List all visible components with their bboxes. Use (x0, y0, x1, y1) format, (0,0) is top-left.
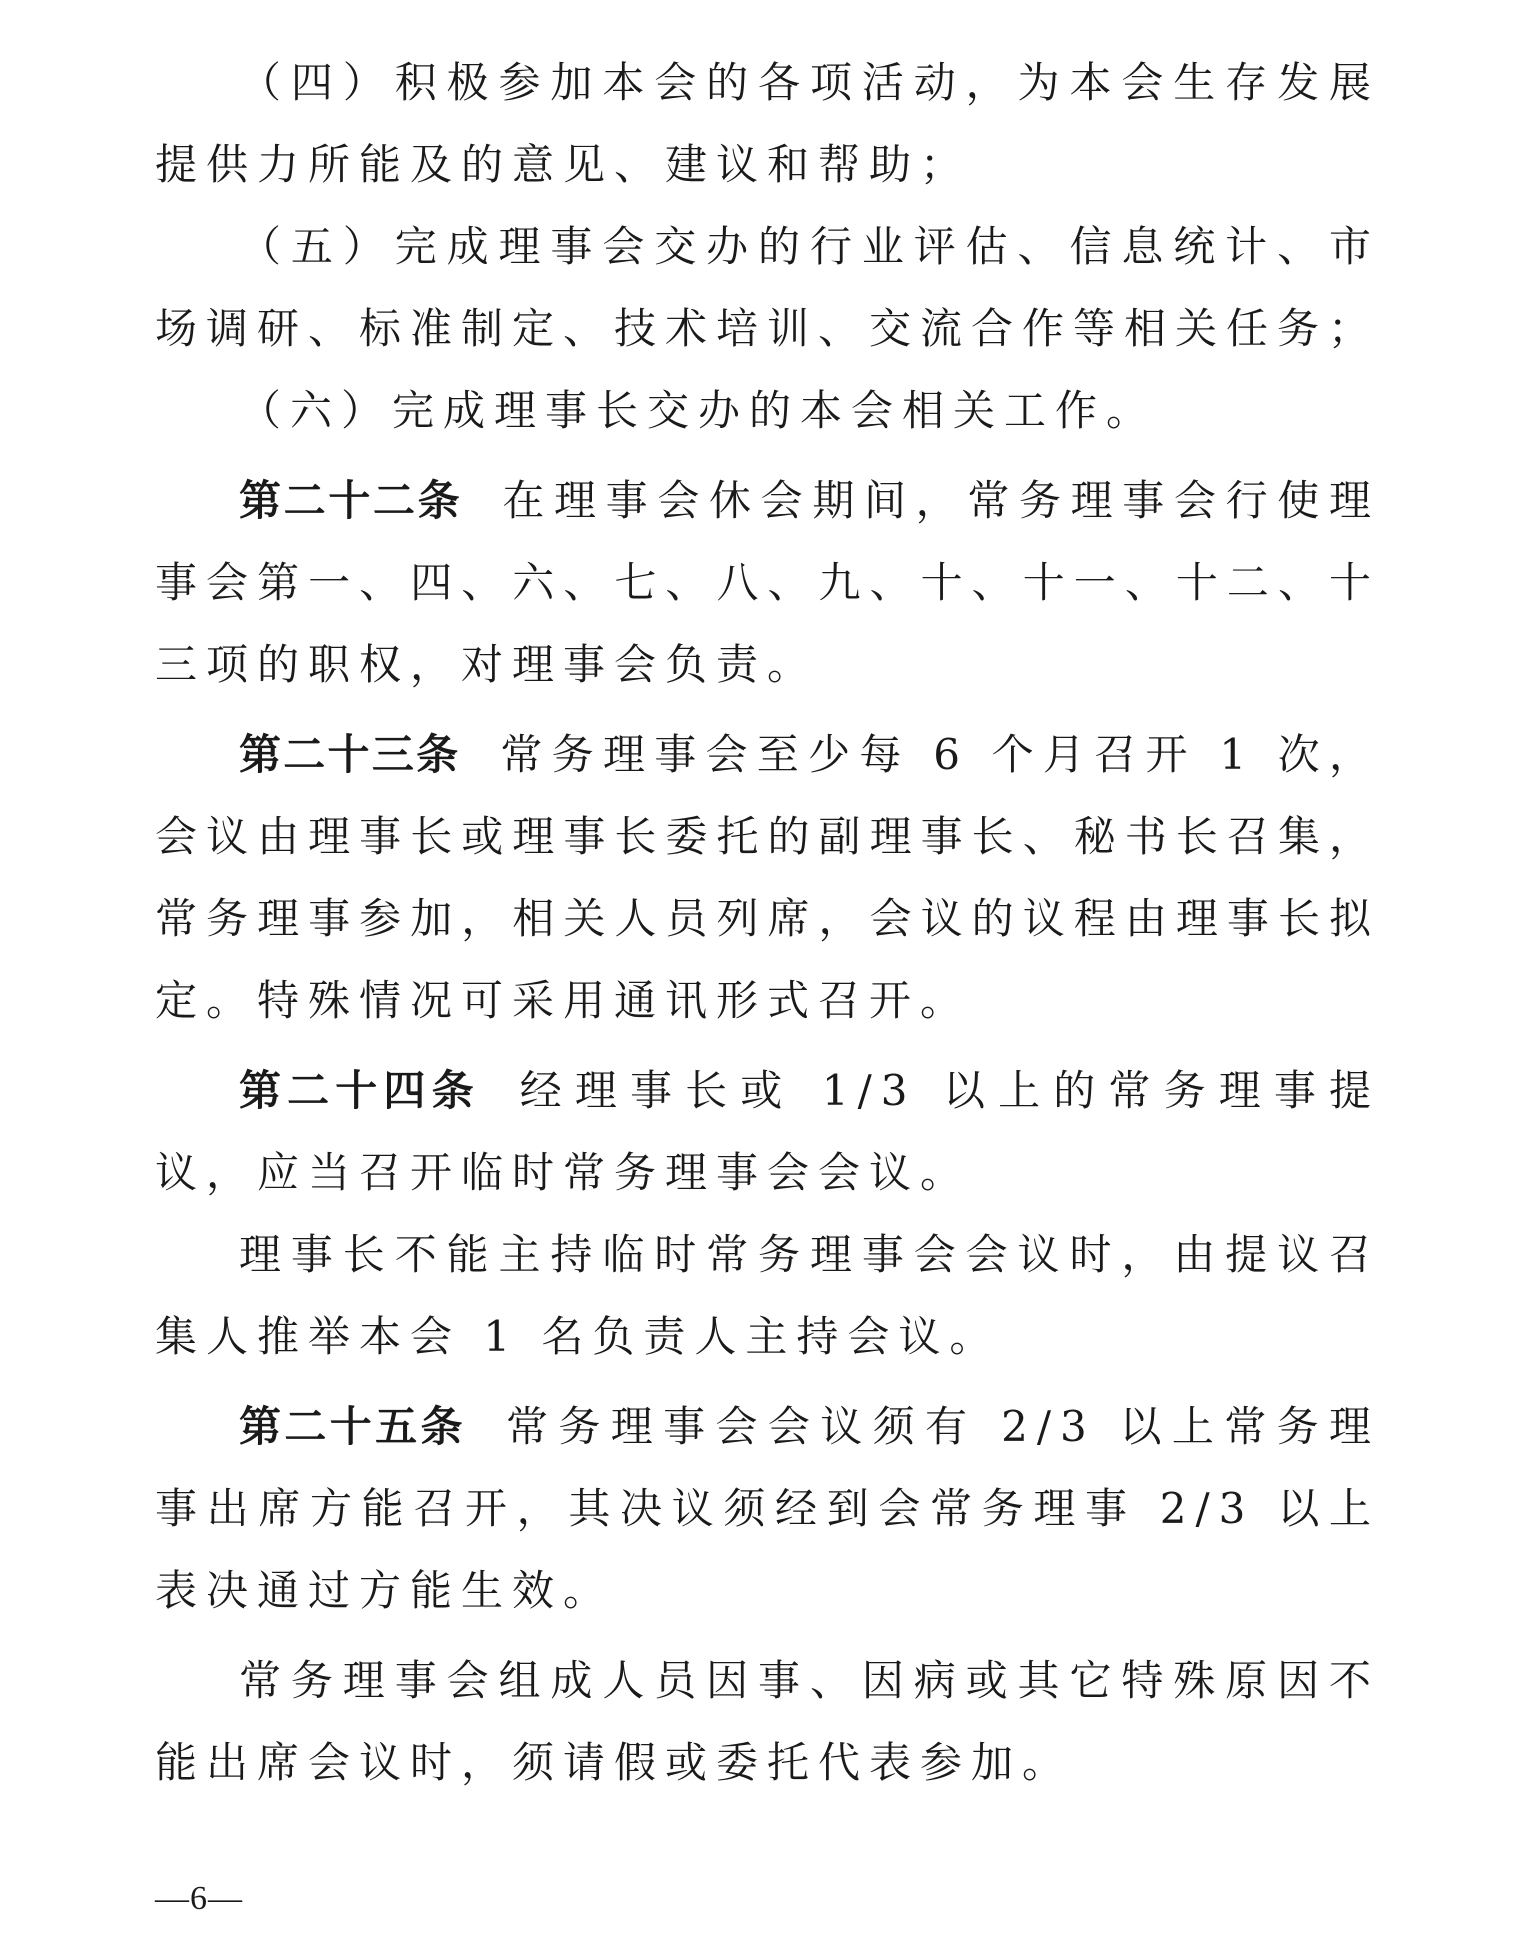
article-text: 常务理事会会议须有 2/3 以上常务理事出席方能召开，其决议须经到会常务理事 2/3 以上表决通过方能生效。 (155, 1402, 1380, 1615)
article-heading: 第二十四条 (239, 1066, 480, 1115)
article-23 (155, 714, 1380, 1042)
paragraph-item-4 (155, 42, 1380, 206)
paragraph-text: （四）积极参加本会的各项活动，为本会生存发展提供力所能及的意见、建议和帮助； (155, 58, 1380, 189)
paragraph-continuation (155, 1214, 1380, 1378)
paragraph-text: 理事长不能主持临时常务理事会会议时，由提议召集人推举本会 1 名负责人主持会议。 (155, 1230, 1380, 1361)
paragraph-text: 常务理事会组成人员因事、因病或其它特殊原因不能出席会议时，须请假或委托代表参加。 (155, 1656, 1380, 1787)
article-25 (155, 1386, 1380, 1632)
article-24 (155, 1050, 1380, 1214)
paragraph-text: （六）完成理事长交办的本会相关工作。 (239, 386, 1158, 435)
article-22 (155, 460, 1380, 706)
page-number: —6— (155, 1880, 243, 1917)
paragraph-continuation (155, 1640, 1380, 1804)
article-heading: 第二十三条 (239, 730, 461, 779)
article-text: 经理事长或 1/3 以上的常务理事提议，应当召开临时常务理事会会议。 (155, 1066, 1380, 1197)
document-page (155, 0, 1380, 1959)
article-heading: 第二十五条 (239, 1402, 466, 1451)
article-text: 常务理事会至少每 6 个月召开 1 次，会议由理事长或理事长委托的副理事长、秘书长召集，常务理事参加，相关人员列席，会议的议程由理事长拟定。特殊情况可采用通讯形式召开。 (155, 730, 1380, 1025)
paragraph-item-5 (155, 206, 1380, 370)
article-text: 在理事会休会期间，常务理事会行使理事会第一、四、六、七、八、九、十、十一、十二、十三项的职权，对理事会负责。 (155, 476, 1380, 689)
article-heading: 第二十二条 (239, 476, 463, 525)
paragraph-text: （五）完成理事会交办的行业评估、信息统计、市场调研、标准制定、技术培训、交流合作等相关任务； (155, 222, 1380, 353)
paragraph-item-6 (155, 370, 1380, 452)
